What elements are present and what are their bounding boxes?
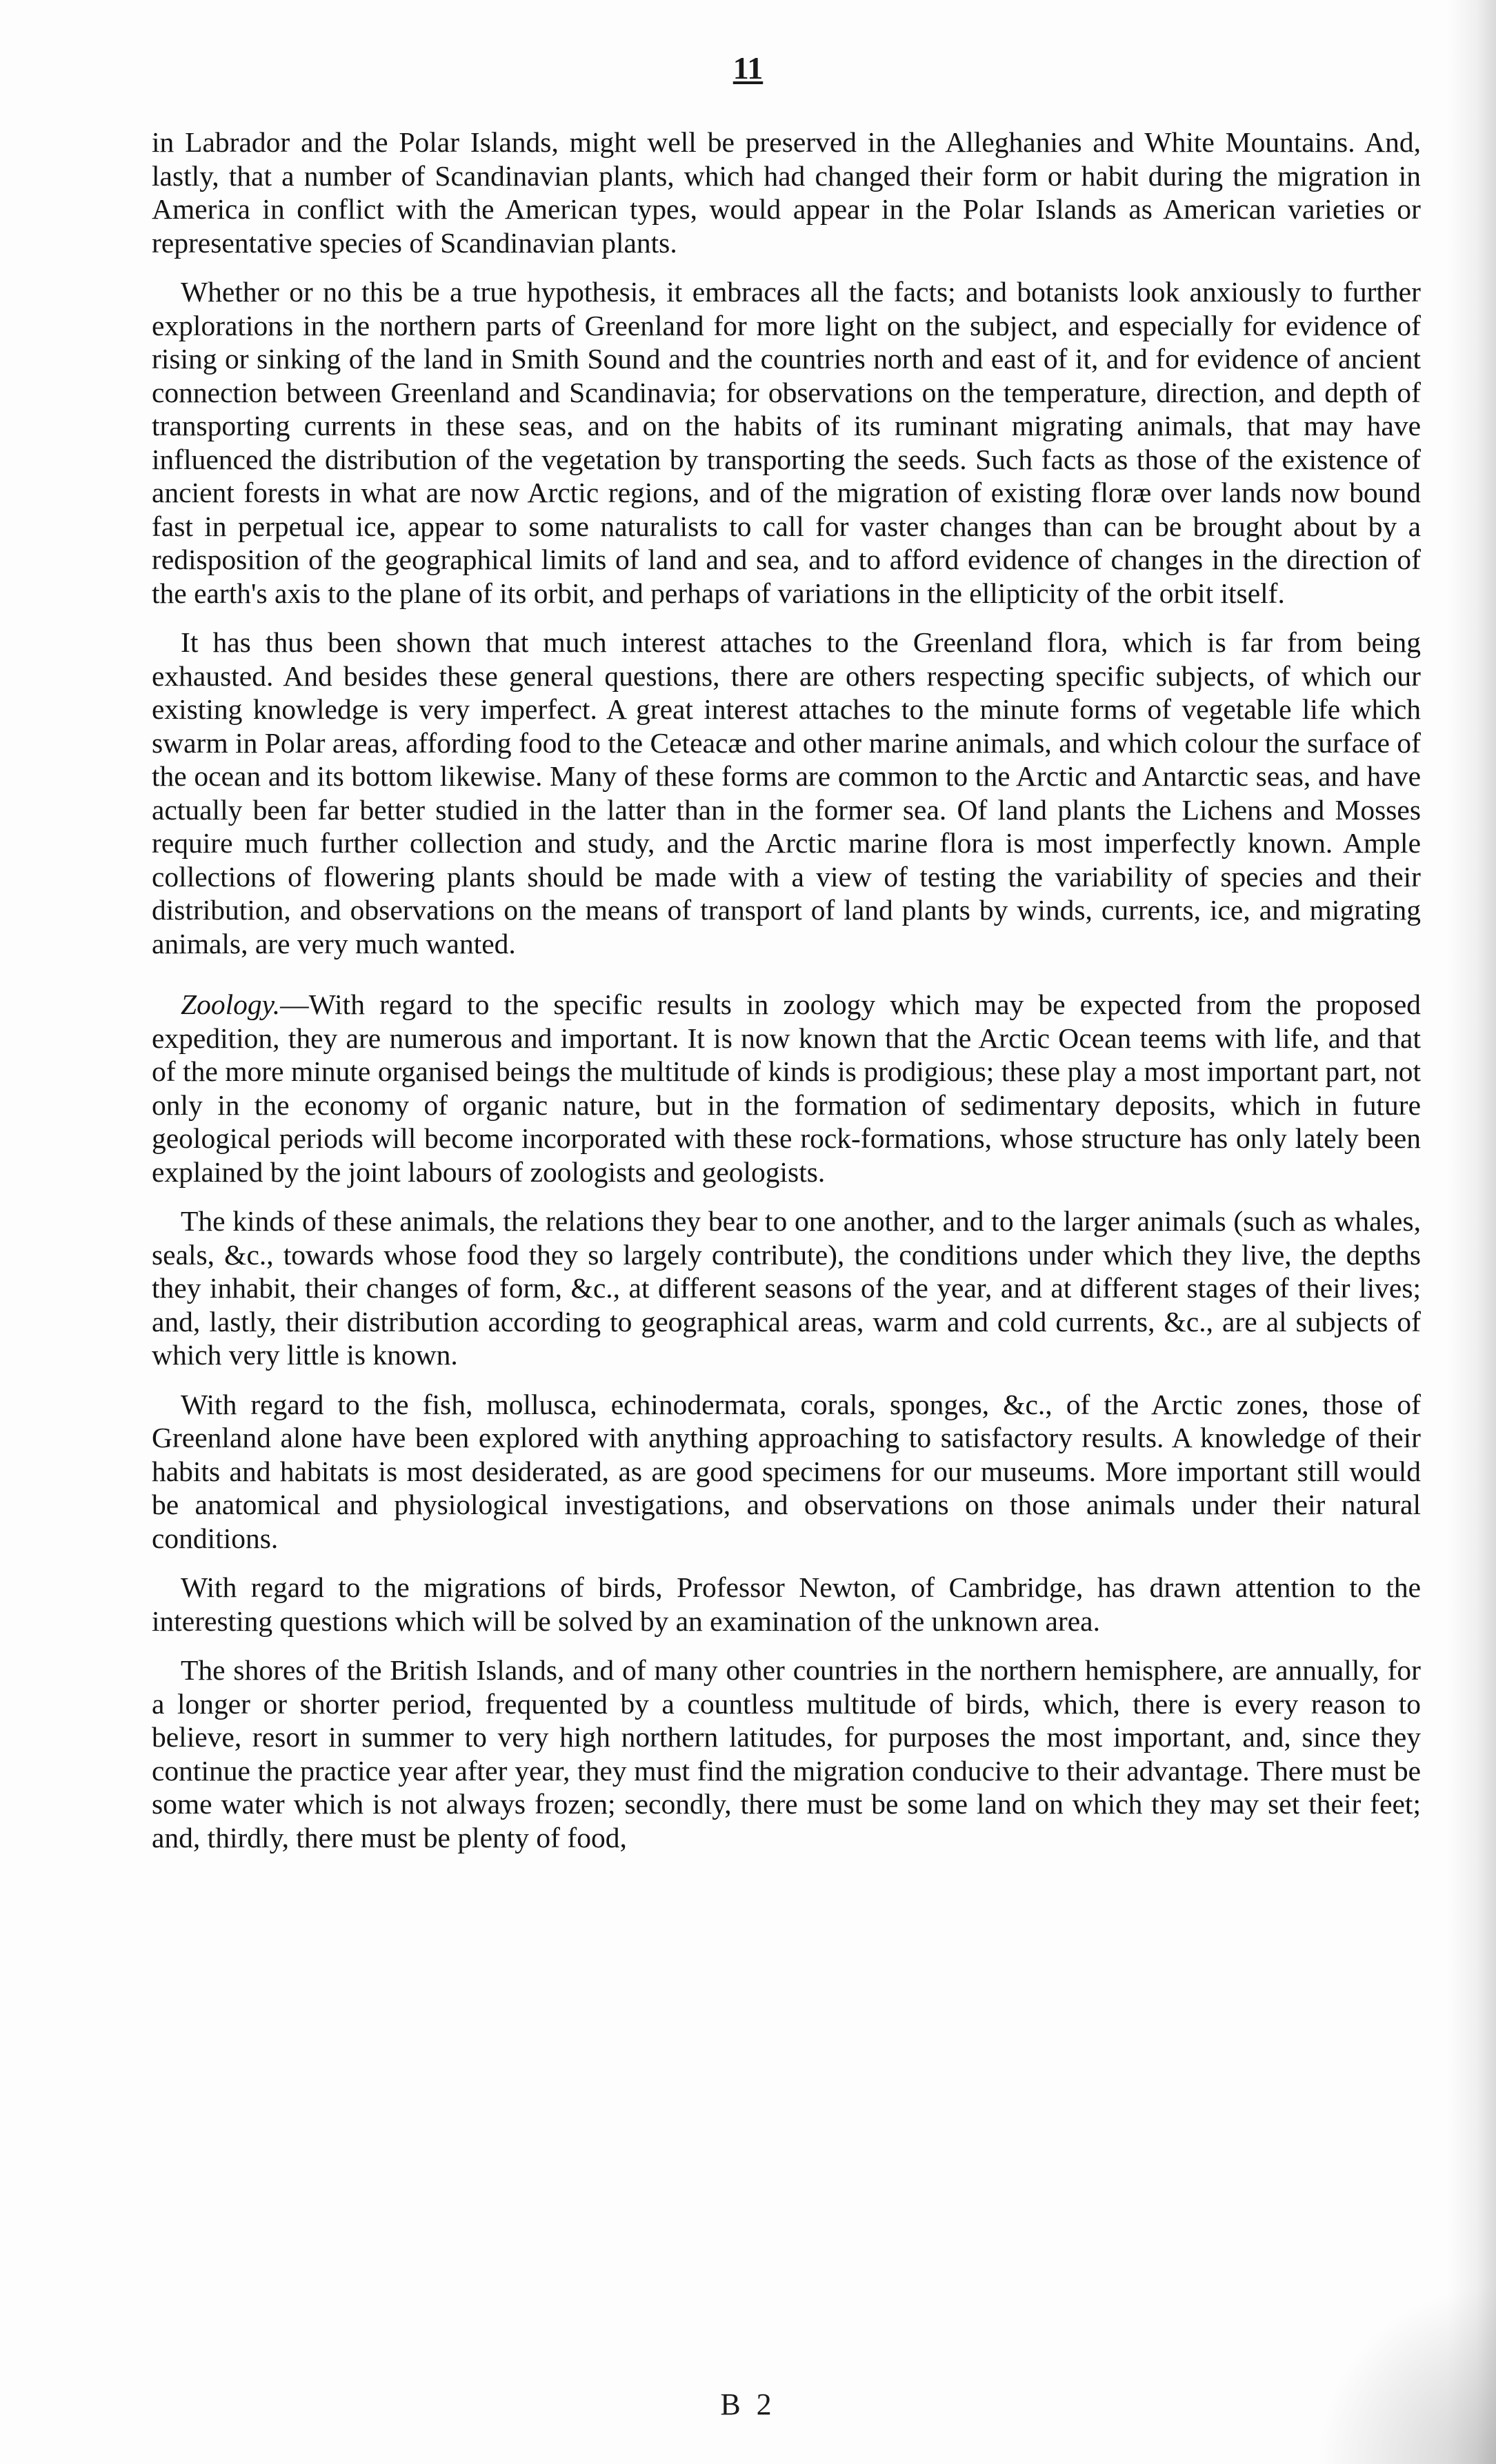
paragraph-1 xyxy=(152,126,1421,259)
paragraph-8 xyxy=(152,1653,1421,1854)
paragraph-5 xyxy=(152,1204,1421,1372)
paragraph-text: With regard to the fish, mollusca, echinodermata, corals, sponges, &c., of the Arctic zones, those of Greenland alone have been explored with anything approaching to satisfactory results. A knowledge of their habits and habitats is most desiderated, as are good specimens for our museums. More important still would be anatomical and physiological investigations, and observations on those animals under their natural conditions. xyxy=(152,1388,1421,1554)
paragraph-text: With regard to the migrations of birds, Professor Newton, of Cambridge, has drawn attention to the interesting questions which will be solved by an examination of the unknown area. xyxy=(152,1571,1421,1637)
paragraph-text: Whether or no this be a true hypothesis, it embraces all the facts; and botanists look anxiously to further explorations in the northern parts of Greenland for more light on the subject, and especially for evidence of rising or sinking of the land in Smith Sound and the countries north and east of it, and for evidence of ancient connection between Greenland and Scandinavia; for observations on the temperature, direction, and depth of transporting currents in these seas, and on the habits of its ruminant migrating animals, that may have influenced the distribution of the vegetation by transporting the seeds. Such facts as those of the existence of ancient forests in what are now Arctic regions, and of the migration of existing floræ over lands now bound fast in perpetual ice, appear to some naturalists to call for vaster changes than can be brought about by a redisposition of the geographical limits of land and sea, and to afford evidence of changes in the direction of the earth's axis to the plane of its orbit, and perhaps of variations in the ellipticity of the orbit itself. xyxy=(152,276,1421,609)
scan-shadow-corner xyxy=(1317,2285,1496,2464)
body-text xyxy=(152,126,1421,1870)
paragraph-4-zoology xyxy=(152,988,1421,1189)
page-number: 11 xyxy=(732,50,764,86)
paragraph-text: The shores of the British Islands, and of many other countries in the northern hemisphere, are annually, for a longer or shorter period, frequented by a countless multitude of birds, which, there is every reason to believe, resort in summer to very high northern latitudes, for purposes the most important, and, since they continue the practice year after year, they must find the migration conducive to their advantage. There must be some water which is not always frozen; secondly, there must be some land on which they may set their feet; and, thirdly, there must be plenty of food, xyxy=(152,1654,1421,1854)
paragraph-text: —With regard to the specific results in zoology which may be expected from the proposed expedition, they are numerous and important. It is now known that the Arctic Ocean teems with life, and that of the more minute organised beings the multitude of kinds is prodigious; these play a most important part, not only in the economy of organic nature, but in the formation of sedimentary deposits, which in future geological periods will become incorporated with these rock-formations, whose structure has only lately been explained by the joint labours of zoologists and geologists. xyxy=(152,988,1421,1188)
paragraph-text: The kinds of these animals, the relations they bear to one another, and to the larger animals (such as whales, seals, &c., towards whose food they so largely contribute), the conditions under which they live, the depths they inhabit, their changes of form, &c., at different seasons of the year, and at different stages of their lives; and, lastly, their distribution according to geographical areas, warm and cold currents, &c., are al subjects of which very little is known. xyxy=(152,1205,1421,1371)
paragraph-7 xyxy=(152,1571,1421,1638)
signature-mark: B 2 xyxy=(720,2387,776,2421)
section-heading-zoology: Zoology. xyxy=(181,988,281,1020)
scan-shadow-edge xyxy=(1448,0,1496,2464)
paragraph-6 xyxy=(152,1388,1421,1556)
paragraph-3 xyxy=(152,626,1421,960)
paragraph-2 xyxy=(152,275,1421,610)
paragraph-text: It has thus been shown that much interest attaches to the Greenland flora, which is far from being exhausted. And besides these general questions, there are others respecting specific subjects, of which our existing knowledge is very imperfect. A great interest attaches to the minute forms of vegetable life which swarm in Polar areas, affording food to the Ceteacæ and other marine animals, and which colour the surface of the ocean and its bottom likewise. Many of these forms are common to the Arctic and Antarctic seas, and have actually been far better studied in the latter than in the former sea. Of land plants the Lichens and Mosses require much further collection and study, and the Arctic marine flora is most imperfectly known. Ample collections of flowering plants should be made with a view of testing the variability of species and their distribution, and observations on the means of transport of land plants by winds, currents, ice, and migrating animals, are very much wanted. xyxy=(152,626,1421,960)
paragraph-text: in Labrador and the Polar Islands, might well be preserved in the Alleghanies and White Mountains. And, lastly, that a number of Scandinavian plants, which had changed their form or habit during the migration in America in conflict with the American types, would appear in the Polar Islands as American varieties or representative species of Scandinavian plants. xyxy=(152,126,1421,259)
